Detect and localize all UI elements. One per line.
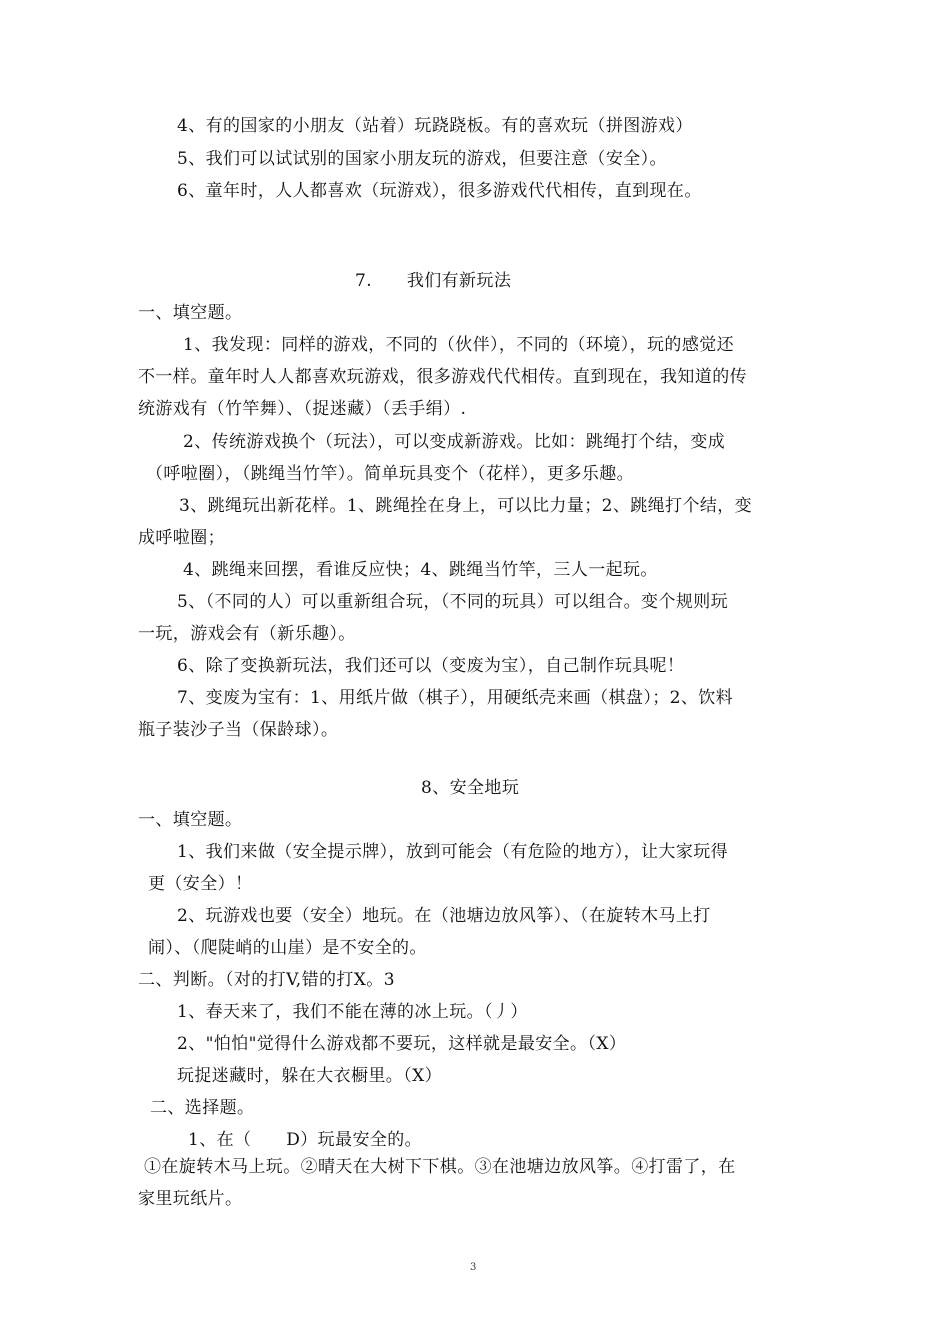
sec7-q5-line1: 5、（不同的人）可以重新组合玩，（不同的玩具）可以组合。变个规则玩 xyxy=(177,592,729,612)
sec8-title: 8、安全地玩 xyxy=(421,778,520,798)
sec7-q4: 4、跳绳来回摆，看谁反应快；4、跳绳当竹竿，三人一起玩。 xyxy=(183,560,658,580)
sec6-line-6: 6、童年时，人人都喜欢（玩游戏），很多游戏代代相传，直到现在。 xyxy=(177,181,702,201)
sec7-title: 7. 我们有新玩法 xyxy=(355,271,512,291)
sec7-q2-line1: 2、传统游戏换个（玩法），可以变成新游戏。比如：跳绳打个结，变成 xyxy=(183,432,726,452)
sec8-part1-heading: 一、填空题。 xyxy=(138,810,243,830)
sec7-q7-line2: 瓶子装沙子当（保龄球）。 xyxy=(138,720,339,740)
sec7-q1-line1: 1、我发现：同样的游戏，不同的（伙伴），不同的（环境），玩的感觉还 xyxy=(183,335,735,355)
sec6-line-4: 4、有的国家的小朋友（站着）玩跷跷板。有的喜欢玩（拼图游戏） xyxy=(177,116,693,136)
sec8-choice-1-options-line1: ①在旋转木马上玩。②晴天在大树下下棋。③在池塘边放风筝。④打雷了，在 xyxy=(144,1157,736,1177)
sec8-judge-1: 1、春天来了，我们不能在薄的冰上玩。（丿） xyxy=(177,1002,528,1022)
sec7-q3-line2: 成呼啦圈； xyxy=(138,528,225,548)
sec8-q2-line1: 2、玩游戏也要（安全）地玩。在（池塘边放风筝）、（在旋转木马上打 xyxy=(177,906,711,926)
sec8-judge-2: 2、"怕怕"觉得什么游戏都不要玩，这样就是最安全。（X） xyxy=(177,1034,627,1054)
sec8-part2-heading: 二、判断。（对的打V,错的打X。3 xyxy=(138,970,395,990)
sec8-q2-line2: 闹）、（爬陡峭的山崖）是不安全的。 xyxy=(148,938,427,958)
sec8-judge-3: 玩捉迷藏时，躲在大衣橱里。（X） xyxy=(177,1066,443,1086)
sec8-choice-1: 1、在（ D）玩最安全的。 xyxy=(188,1130,423,1150)
sec7-q2-line2: （呼啦圈），（跳绳当竹竿）。简单玩具变个（花样），更多乐趣。 xyxy=(146,464,634,484)
sec8-q1-line2: 更（安全）！ xyxy=(148,874,253,894)
sec7-q1-line3: 统游戏有（竹竿舞）、（捉迷藏）（丢手绢）. xyxy=(138,399,467,419)
sec7-q1-line2: 不一样。童年时人人都喜欢玩游戏，很多游戏代代相传。直到现在，我知道的传 xyxy=(138,367,747,387)
sec7-q3-line1: 3、跳绳玩出新花样。1、跳绳拴在身上，可以比力量；2、跳绳打个结，变 xyxy=(179,496,753,516)
sec7-q6: 6、除了变换新玩法，我们还可以（变废为宝），自己制作玩具呢！ xyxy=(177,656,685,676)
sec8-choice-1-options-line2: 家里玩纸片。 xyxy=(138,1189,243,1209)
sec8-q1-line1: 1、我们来做（安全提示牌），放到可能会（有危险的地方），让大家玩得 xyxy=(177,842,729,862)
page-number: 3 xyxy=(470,1262,477,1273)
sec7-part1-heading: 一、填空题。 xyxy=(138,303,243,323)
sec7-q7-line1: 7、变废为宝有：1、用纸片做（棋子），用硬纸壳来画（棋盘）；2、饮料 xyxy=(177,688,734,708)
sec6-line-5: 5、我们可以试试别的国家小朋友玩的游戏，但要注意（安全）。 xyxy=(177,149,667,169)
sec8-part3-heading: 二、选择题。 xyxy=(150,1098,255,1118)
sec7-q5-line2: 一玩，游戏会有（新乐趣）。 xyxy=(138,624,356,644)
